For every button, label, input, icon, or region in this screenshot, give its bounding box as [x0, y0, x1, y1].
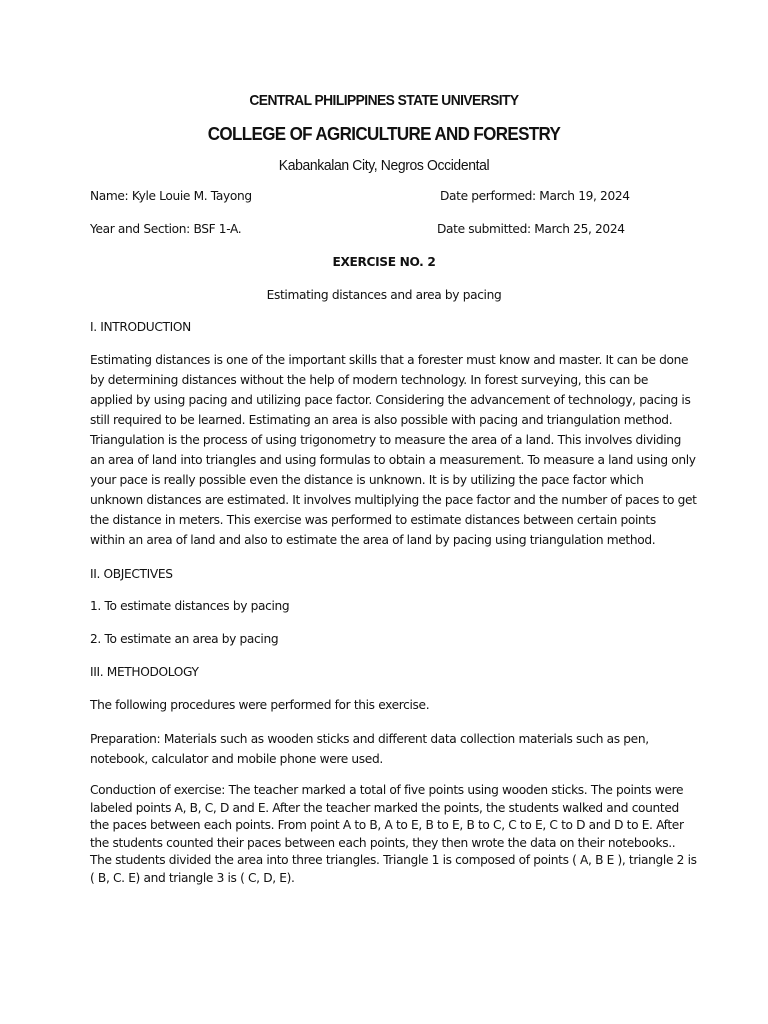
student-name: Name: Kyle Louie M. Tayong: [90, 189, 252, 203]
college-name: COLLEGE OF AGRICULTURE AND FORESTRY: [207, 123, 561, 144]
location: Kabankalan City, Negros Occidental: [278, 157, 490, 174]
exercise-title: Estimating distances and area by pacing: [266, 288, 502, 302]
objectives-heading: II. OBJECTIVES: [90, 567, 173, 581]
date-submitted: Date submitted: March 25, 2024: [437, 222, 625, 236]
paragraph-line: Conduction of exercise: The teacher marked a total of five points using wooden sticks. The points were: [90, 783, 684, 797]
paragraph-line: by determining distances without the help of modern technology. In forest surveying, this can be: [90, 373, 649, 387]
paragraph-line: the students counted their paces between each points, they then wrote the data on their notebooks..: [90, 835, 676, 850]
introduction-heading: I. INTRODUCTION: [90, 320, 191, 334]
conduction-paragraph: [90, 782, 697, 887]
paragraph-line: ( B, C. E) and triangle 3 is ( C, D, E).: [90, 870, 295, 885]
paragraph-line: the distance in meters. This exercise was performed to estimate distances between certain points: [90, 513, 656, 527]
paragraph-line: Estimating distances is one of the important skills that a forester must know and master. It can be done: [90, 353, 689, 367]
paragraph-line: unknown distances are estimated. It involves multiplying the pace factor and the number of paces to get: [90, 493, 697, 507]
preparation-paragraph: [90, 729, 690, 769]
exercise-number: EXERCISE NO. 2: [332, 255, 436, 269]
paragraph-line: The students divided the area into three triangles. Triangle 1 is composed of points ( A, B E ), triangle 2 is: [90, 853, 697, 867]
methodology-intro: The following procedures were performed for this exercise.: [90, 698, 430, 712]
methodology-heading: III. METHODOLOGY: [90, 665, 199, 679]
paragraph-line: within an area of land and also to estimate the area of land by pacing using triangulation method.: [90, 533, 656, 547]
paragraph-line: your pace is really possible even the distance is unknown. It is by utilizing the pace factor which: [90, 473, 644, 487]
paragraph-line: an area of land into triangles and using formulas to obtain a measurement. To measure a land using only: [90, 453, 696, 467]
paragraph-line: notebook, calculator and mobile phone were used.: [90, 752, 383, 766]
objective-item: 1. To estimate distances by pacing: [90, 599, 290, 613]
paragraph-line: the paces between each points. From point A to B, A to E, B to E, B to C, C to E, C to D and D to E. After: [90, 818, 684, 832]
paragraph-line: applied by using pacing and utilizing pace factor. Considering the advancement of technology, pacing is: [90, 393, 691, 407]
university-name: CENTRAL PHILIPPINES STATE UNIVERSITY: [249, 92, 519, 109]
year-section: Year and Section: BSF 1-A.: [90, 222, 242, 236]
objective-item: 2. To estimate an area by pacing: [90, 632, 279, 646]
date-performed: Date performed: March 19, 2024: [440, 189, 630, 203]
introduction-paragraph: [90, 350, 697, 550]
paragraph-line: Preparation: Materials such as wooden sticks and different data collection materials such as pen,: [90, 732, 649, 746]
paragraph-line: labeled points A, B, C, D and E. After the teacher marked the points, the students walked and counted: [90, 800, 679, 815]
paragraph-line: still required to be learned. Estimating an area is also possible with pacing and triangulation method.: [90, 413, 673, 427]
paragraph-line: Triangulation is the process of using trigonometry to measure the area of a land. This involves dividing: [90, 433, 682, 447]
